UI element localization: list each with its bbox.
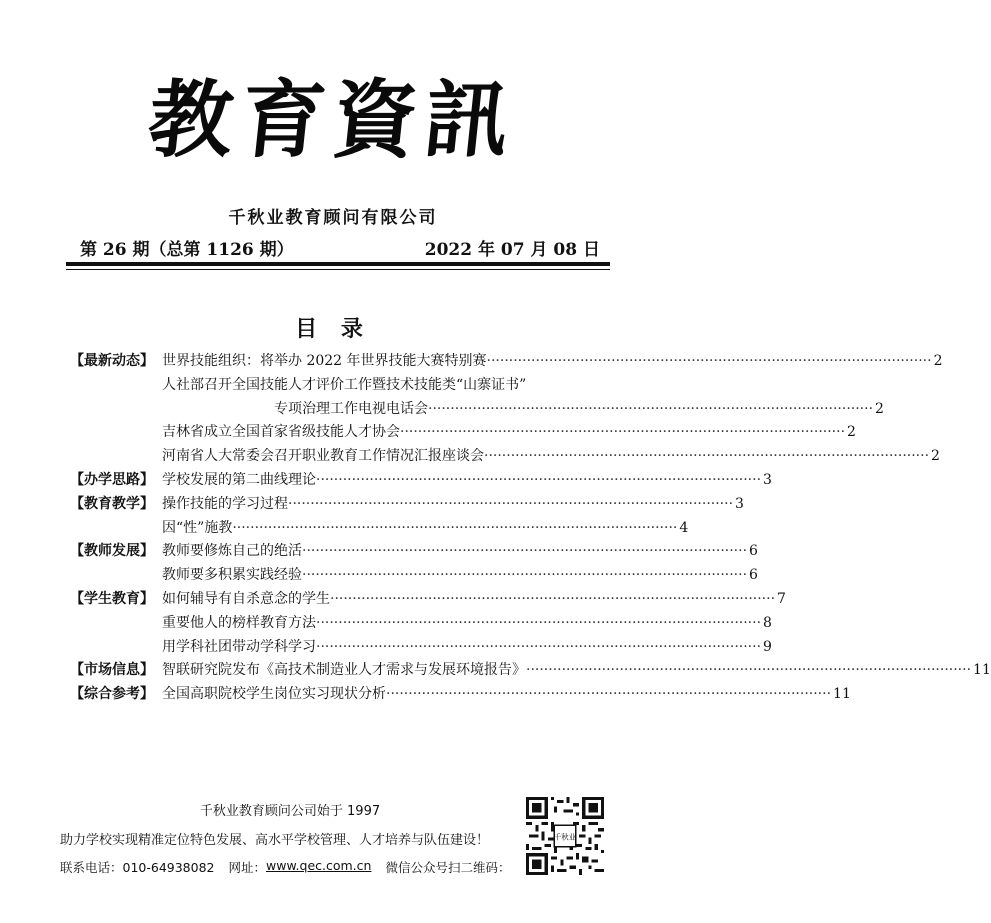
- footer-since: 千秋业教育顾问公司始于 1997: [199, 804, 381, 819]
- toc-item[interactable]: [70, 493, 744, 517]
- toc-category: 【最新动态】: [70, 353, 154, 369]
- toc-leader-dots: [288, 493, 733, 517]
- toc-title: 目 录: [295, 316, 371, 342]
- toc-leader-dots: [428, 398, 873, 422]
- toc-category: 【教师发展】: [70, 543, 154, 560]
- table-of-contents: [70, 350, 991, 707]
- toc-page-number: 9: [763, 638, 772, 655]
- toc-leader-dots: [302, 540, 747, 564]
- header-rule-thin: [66, 269, 610, 270]
- toc-leader-dots: [316, 636, 761, 660]
- toc-category: 【综合参考】: [70, 686, 154, 703]
- toc-item[interactable]: [70, 659, 991, 683]
- toc-item-title: 专项治理工作电视电话会: [274, 400, 428, 417]
- toc-item[interactable]: [70, 445, 940, 469]
- toc-leader-dots: [526, 659, 971, 683]
- toc-item[interactable]: [70, 636, 772, 660]
- toc-leader-dots: [484, 445, 929, 469]
- qr-caption: 千秋业: [553, 832, 577, 842]
- toc-page-number: 11: [973, 662, 991, 679]
- toc-item-title: 教师要多积累实践经验: [162, 567, 302, 584]
- footer-site-link[interactable]: www.qec.com.cn: [266, 858, 372, 873]
- toc-item[interactable]: [70, 564, 758, 588]
- toc-item-title: 智联研究院发布《高技术制造业人才需求与发展环境报告》: [162, 662, 526, 679]
- toc-page-number: 3: [735, 495, 744, 512]
- toc-item-title: 重要他人的榜样教育方法: [162, 614, 316, 631]
- footer-wechat-label: 微信公众号扫二维码：: [385, 860, 511, 875]
- issue-number: 第 26 期（总第 1126 期）: [80, 240, 294, 260]
- toc-page-number: 2: [875, 400, 884, 417]
- toc-item-title: 教师要修炼自己的绝活: [162, 543, 302, 560]
- toc-leader-dots: [400, 421, 845, 445]
- header-rule-thick: [66, 262, 610, 266]
- issue-date: 2022 年 07 月 08 日: [424, 240, 600, 260]
- toc-item-title: 河南省人大常委会召开职业教育工作情况汇报座谈会: [162, 448, 484, 465]
- toc-item[interactable]: [70, 374, 604, 398]
- toc-item[interactable]: [70, 517, 689, 541]
- toc-item[interactable]: [70, 540, 758, 564]
- toc-item-title: 用学科社团带动学科学习: [162, 638, 316, 655]
- toc-item[interactable]: [70, 350, 943, 374]
- toc-page-number: 2: [847, 424, 856, 441]
- toc-page-number: 7: [777, 590, 786, 607]
- toc-item-title: 世界技能组织：将举办 2022 年世界技能大赛特别赛: [162, 353, 487, 369]
- toc-item[interactable]: [70, 421, 856, 445]
- toc-item-title: 操作技能的学习过程: [162, 495, 288, 512]
- footer-phone: 联系电话：010-64938082: [60, 860, 215, 875]
- toc-leader-dots: [330, 588, 775, 612]
- toc-leader-dots: [386, 683, 831, 707]
- footer-slogan: 助力学校实现精准定位特色发展、高水平学校管理、人才培养与队伍建设！: [60, 833, 490, 848]
- toc-page-number: 2: [931, 448, 940, 465]
- toc-page-number: 6: [749, 567, 758, 584]
- toc-page-number: 11: [833, 686, 851, 703]
- toc-category: 【办学思路】: [70, 471, 154, 488]
- toc-item-title: 全国高职院校学生岗位实习现状分析: [162, 686, 386, 703]
- toc-item-title: 如何辅导有自杀意念的学生: [162, 590, 330, 607]
- toc-item-title: 因“性”施教: [162, 519, 233, 536]
- qr-code-icon: [526, 797, 604, 875]
- footer-site-label: 网址：: [228, 860, 267, 875]
- toc-item[interactable]: [70, 683, 851, 707]
- toc-leader-dots: [316, 469, 761, 493]
- toc-leader-dots: [232, 517, 677, 541]
- toc-item[interactable]: [70, 588, 786, 612]
- toc-leader-dots: [487, 350, 932, 374]
- toc-category: 【学生教育】: [70, 590, 154, 607]
- footer-contact: [60, 858, 520, 876]
- toc-item[interactable]: [70, 469, 772, 493]
- toc-item[interactable]: [70, 398, 884, 422]
- toc-leader-dots: [302, 564, 747, 588]
- company-name: 千秋业教育顾问有限公司: [228, 208, 438, 228]
- toc-page-number: 6: [749, 543, 758, 560]
- toc-page-number: 2: [933, 353, 943, 369]
- toc-category: 【教育教学】: [70, 495, 154, 512]
- toc-page-number: 3: [763, 471, 772, 488]
- toc-item[interactable]: [70, 612, 772, 636]
- toc-item-title: 学校发展的第二曲线理论: [162, 471, 316, 488]
- toc-item-title: 吉林省成立全国首家省级技能人才协会: [162, 424, 400, 441]
- toc-page-number: 8: [763, 614, 772, 631]
- toc-page-number: 4: [679, 519, 689, 536]
- masthead-title: 教育資訊: [143, 70, 523, 169]
- toc-leader-dots: [316, 612, 761, 636]
- toc-item-title: 人社部召开全国技能人才评价工作暨技术技能类“山寨证书”: [162, 376, 527, 393]
- toc-category: 【市场信息】: [70, 662, 154, 679]
